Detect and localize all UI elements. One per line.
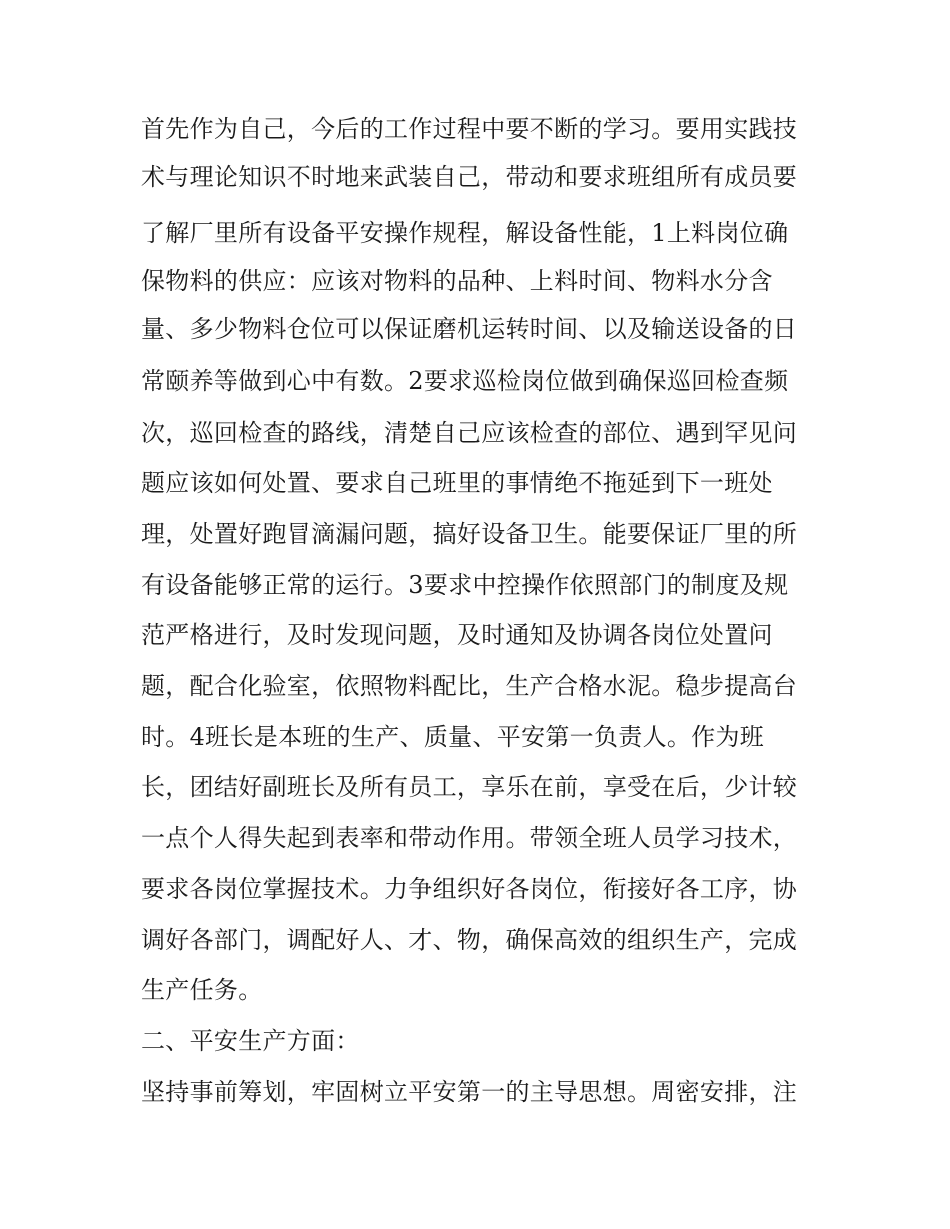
- text-line: 一点个人得失起到表率和带动作用。带领全班人员学习技术，: [141, 824, 798, 852]
- text-line: 题应该如何处置、要求自己班里的事情绝不拖延到下一班处: [141, 469, 773, 497]
- text-line: 题，配合化验室，依照物料配比，生产合格水泥。稳步提高台: [141, 672, 798, 700]
- text-line: 了解厂里所有设备平安操作规程，解设备性能，1上料岗位确: [141, 219, 789, 247]
- text-line: 长，团结好副班长及所有员工，享乐在前，享受在后，少计较: [141, 773, 798, 801]
- text-line: 范严格进行，及时发现问题，及时通知及协调各岗位处置问: [141, 621, 773, 649]
- text-line: 坚持事前筹划，牢固树立平安第一的主导思想。周密安排，注: [141, 1078, 798, 1106]
- text-line: 要求各岗位掌握技术。力争组织好各岗位，衔接好各工序，协: [141, 875, 798, 903]
- text-line: 常颐养等做到心中有数。2要求巡检岗位做到确保巡回检查频: [141, 367, 789, 395]
- text-line: 次，巡回检查的路线，清楚自己应该检查的部位、遇到罕见问: [141, 419, 798, 447]
- text-line: 调好各部门，调配好人、才、物，确保高效的组织生产，完成: [141, 926, 798, 954]
- text-line: 首先作为自己，今后的工作过程中要不断的学习。要用实践技: [141, 115, 798, 143]
- text-line: 保物料的供应：应该对物料的品种、上料时间、物料水分含: [141, 267, 773, 295]
- text-line: 生产任务。: [141, 976, 263, 1004]
- text-line: 时。4班长是本班的生产、质量、平安第一负责人。作为班: [141, 723, 765, 751]
- text-line: 有设备能够正常的运行。3要求中控操作依照部门的制度及规: [141, 571, 789, 599]
- section-heading: 二、平安生产方面：: [141, 1027, 360, 1055]
- text-line: 量、多少物料仓位可以保证磨机运转时间、以及输送设备的日: [141, 315, 798, 343]
- text-line: 术与理论知识不时地来武装自己，带动和要求班组所有成员要: [141, 163, 798, 191]
- text-line: 理，处置好跑冒滴漏问题，搞好设备卫生。能要保证厂里的所: [141, 520, 798, 548]
